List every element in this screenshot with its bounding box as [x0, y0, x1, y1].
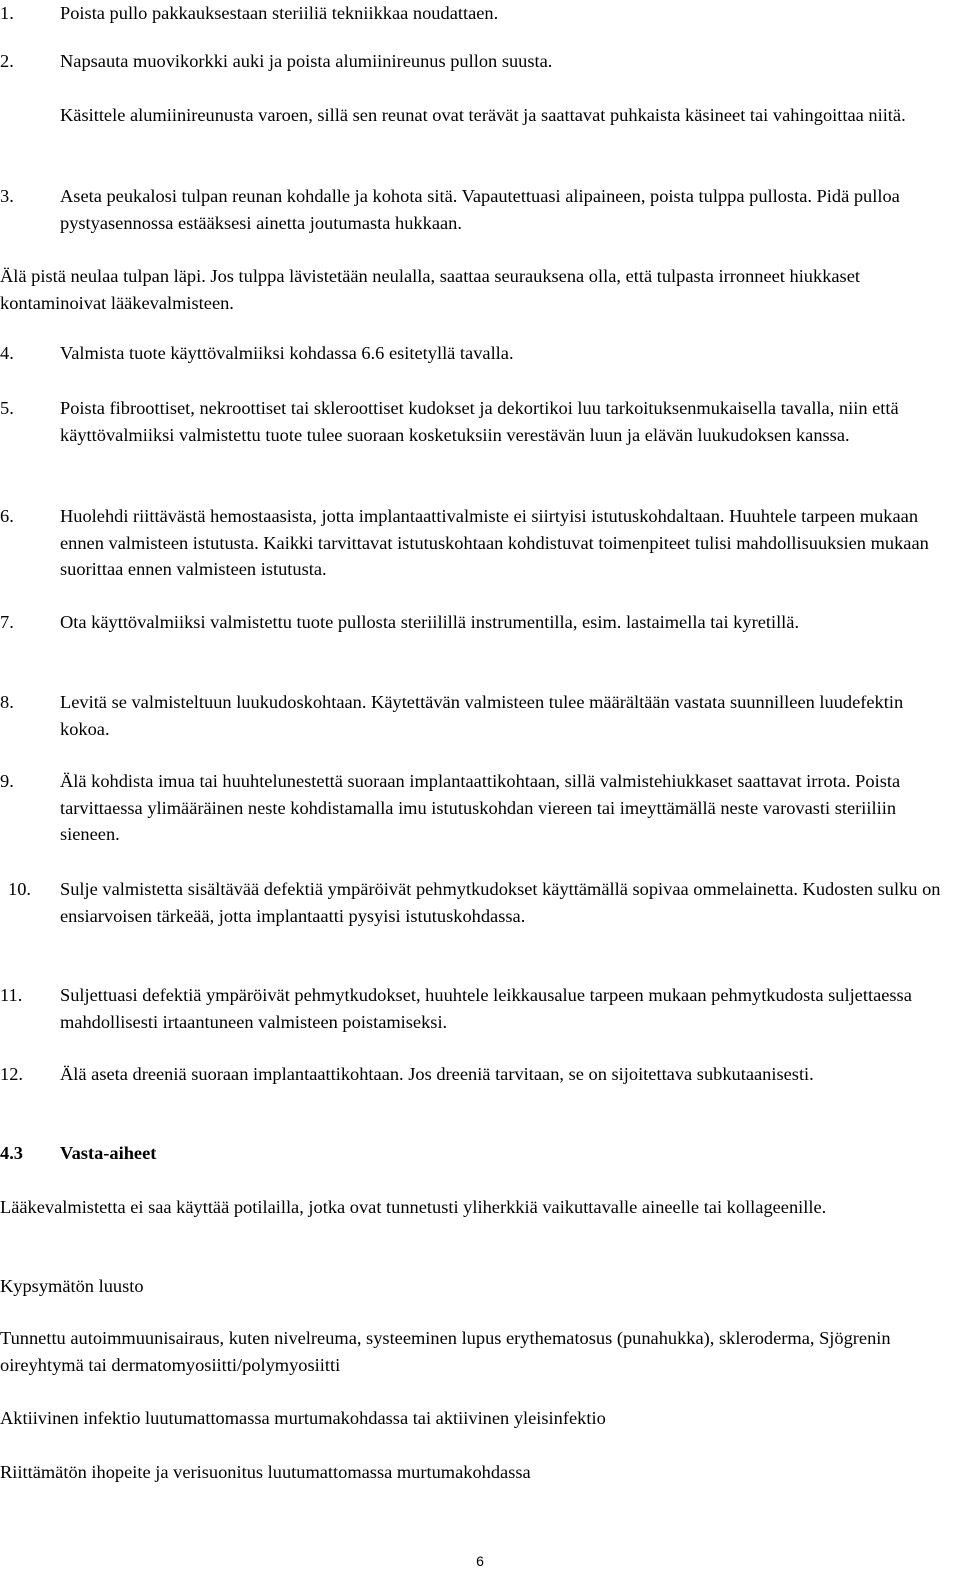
step-number: 10. [8, 879, 31, 899]
step-7 [0, 609, 950, 636]
step-text: Älä aseta dreeniä suoraan implantaattikohtaan. Jos dreeniä tarvitaan, se on sijoitettava subkutaanisesti. [60, 1064, 814, 1084]
paragraph: Kypsymätön luusto [0, 1276, 144, 1296]
step-number: 3. [0, 186, 14, 206]
section-number: 4.3 [0, 1143, 23, 1163]
step-10 [0, 876, 950, 929]
step-text: Älä kohdista imua tai huuhtelunestettä suoraan implantaattikohtaan, sillä valmistehiukkaset saattavat irrota. Poista tarvittaessa ylimääräinen neste kohdistamalla imu istutuskohdan viereen tai imeyttämällä neste varovasti steriiliin sieneen. [60, 771, 901, 844]
step-number: 8. [0, 692, 14, 712]
step-text: Ota käyttövalmiiksi valmistettu tuote pullosta steriilillä instrumentilla, esim. lastaimella tai kyretillä. [60, 612, 800, 632]
step-number: 11. [0, 985, 23, 1005]
step-text: Napsauta muovikorkki auki ja poista alumiinireunus pullon suusta. [60, 51, 553, 71]
step-3 [0, 183, 950, 236]
step-number: 6. [0, 506, 14, 526]
step-9 [0, 768, 950, 848]
paragraph: Riittämätön ihopeite ja verisuonitus luutumattomassa murtumakohdassa [0, 1462, 531, 1482]
step-text: Poista fibroottiset, nekroottiset tai skleroottiset kudokset ja dekortikoi luu tarkoituksenmukaisella tavalla, niin että käyttövalmiiksi valmistettu tuote tulee suoraan kosketuksiin verestävän luun ja elävän luukudoksen kanssa. [60, 398, 899, 445]
step-1 [0, 0, 950, 27]
step-number: 5. [0, 398, 14, 418]
step-number: 12. [0, 1064, 23, 1084]
step-number: 4. [0, 343, 14, 363]
step-number: 1. [0, 3, 14, 23]
step-text: Valmista tuote käyttövalmiiksi kohdassa 6.6 esitetyllä tavalla. [60, 343, 514, 363]
step-12 [0, 1061, 950, 1088]
step-number: 7. [0, 612, 14, 632]
step-6 [0, 503, 950, 583]
section-title: Vasta-aiheet [60, 1143, 157, 1163]
paragraph: Tunnettu autoimmuunisairaus, kuten nivelreuma, systeeminen lupus erythematosus (punahukka), skleroderma, Sjögrenin oireyhtymä tai dermatomyosiitti/polymyosiitti [0, 1328, 891, 1375]
step-11 [0, 982, 950, 1035]
step-text: Huolehdi riittävästä hemostaasista, jotta implantaattivalmiste ei siirtyisi istutuskohdaltaan. Huuhtele tarpeen mukaan ennen valmisteen istutusta. Kaikki tarvittavat istutuskohtaan kohdistuvat toimenpiteet tulisi mahdollisuuksien mukaan suorittaa ennen valmisteen istutusta. [60, 506, 929, 579]
step-number: 2. [0, 51, 14, 71]
paragraph: Aktiivinen infektio luutumattomassa murtumakohdassa tai aktiivinen yleisinfektio [0, 1408, 606, 1428]
step-2-note: Käsittele alumiinireunusta varoen, sillä sen reunat ovat terävät ja saattavat puhkaista käsineet tai vahingoittaa niitä. [60, 105, 906, 125]
note-text: Älä pistä neulaa tulpan läpi. Jos tulppa lävistetään neulalla, saattaa seurauksena olla, että tulpasta irronneet hiukkaset kontaminoivat lääkevalmisteen. [0, 266, 860, 313]
step-text: Poista pullo pakkauksestaan steriiliä tekniikkaa noudattaen. [60, 3, 499, 23]
step-number: 9. [0, 771, 14, 791]
step-4 [0, 340, 950, 367]
step-text: Levitä se valmisteltuun luukudoskohtaan. Käytettävän valmisteen tulee määrältään vastata suunnilleen luudefektin kokoa. [60, 692, 904, 739]
step-5 [0, 395, 950, 448]
step-text: Aseta peukalosi tulpan reunan kohdalle ja kohota sitä. Vapautettuasi alipaineen, poista tulppa pullosta. Pidä pulloa pystyasennossa estääksesi ainetta joutumasta hukkaan. [60, 186, 900, 233]
page-number: 6 [476, 1553, 484, 1569]
step-8 [0, 689, 950, 742]
step-2 [0, 48, 950, 75]
step-text: Suljettuasi defektiä ympäröivät pehmytkudokset, huuhtele leikkausalue tarpeen mukaan pehmytkudosta suljettaessa mahdollisesti irtaantuneen valmisteen poistamiseksi. [60, 985, 912, 1032]
step-text: Sulje valmistetta sisältävää defektiä ympäröivät pehmytkudokset käyttämällä sopivaa ommelainetta. Kudosten sulku on ensiarvoisen tärkeää, jotta implantaatti pysyisi istutuskohdassa. [60, 879, 941, 926]
paragraph: Lääkevalmistetta ei saa käyttää potilailla, jotka ovat tunnetusti yliherkkiä vaikuttavalle aineelle tai kollageenille. [0, 1197, 827, 1217]
